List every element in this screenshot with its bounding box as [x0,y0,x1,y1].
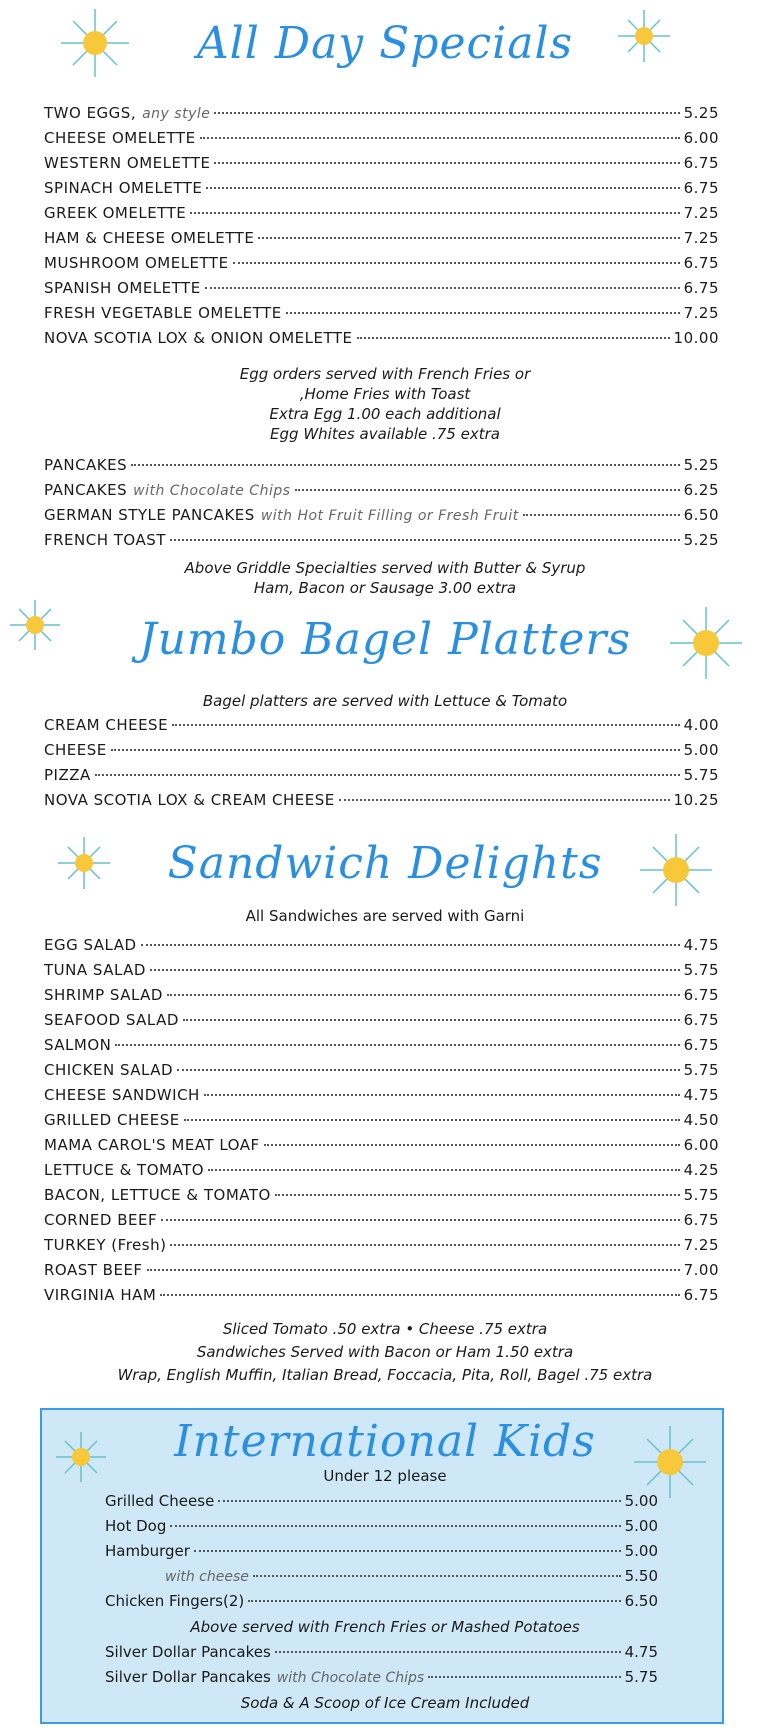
section-title-specials: All Day Specials [196,18,574,69]
menu-item: ROAST BEEF 7.00 [44,1261,719,1279]
menu-item: SPANISH OMELETTE 6.75 [44,279,719,297]
menu-item: NOVA SCOTIA LOX & CREAM CHEESE 10.25 [44,791,719,809]
menu-item: CHEESE OMELETTE 6.00 [44,129,719,147]
menu-item: LETTUCE & TOMATO 4.25 [44,1161,719,1179]
menu-item: PANCAKES 5.25 [44,456,719,474]
section-title-bagels: Jumbo Bagel Platters [138,614,632,665]
menu-item: WESTERN OMELETTE 6.75 [44,154,719,172]
menu-item: Chicken Fingers(2) 6.50 [105,1592,658,1610]
menu-item: SEAFOOD SALAD 6.75 [44,1011,719,1029]
menu-item: CHICKEN SALAD 5.75 [44,1061,719,1079]
kids-subtitle: Under 12 please [323,1467,447,1485]
menu-item: CHEESE 5.00 [44,741,719,759]
menu-item: EGG SALAD 4.75 [44,936,719,954]
menu-item: VIRGINIA HAM 6.75 [44,1286,719,1304]
menu-item: TUNA SALAD 5.75 [44,961,719,979]
menu-item: Hot Dog 5.00 [105,1517,658,1535]
menu-item: GRILLED CHEESE 4.50 [44,1111,719,1129]
sandwich-subtitle: All Sandwiches are served with Garni [245,907,525,925]
sandwich-notes: Sliced Tomato .50 extra • Cheese .75 extra Sandwiches Served with Bacon or Ham 1.50 extra Wrap, English Muffin, Italian Bread, Foccacia, Pita, Roll, Bagel .75 extra [117,1320,653,1384]
menu-item: CREAM CHEESE 4.00 [44,716,719,734]
egg-note: Egg orders served with French Fries or ,Home Fries with Toast Extra Egg 1.00 each additional Egg Whites available .75 extra [239,365,531,443]
menu-item: FRENCH TOAST 5.25 [44,531,719,549]
menu-item: FRESH VEGETABLE OMELETTE 7.25 [44,304,719,322]
menu-item: with cheese 5.50 [165,1567,658,1585]
menu-item: GREEK OMELETTE 7.25 [44,204,719,222]
menu-item: SALMON 6.75 [44,1036,719,1054]
menu-item: PIZZA 5.75 [44,766,719,784]
menu-item: Grilled Cheese 5.00 [105,1492,658,1510]
menu-item: GERMAN STYLE PANCAKES with Hot Fruit Filling or Fresh Fruit 6.50 [44,506,719,524]
griddle-note: Above Griddle Specialties served with Butter & Syrup Ham, Bacon or Sausage 3.00 extra [184,559,586,597]
menu-item: CORNED BEEF 6.75 [44,1211,719,1229]
section-title-kids: International Kids [174,1416,596,1467]
bagel-subtitle: Bagel platters are served with Lettuce & Tomato [202,692,568,710]
kids-fries-note: Above served with French Fries or Mashed Potatoes [190,1618,580,1636]
menu-item: SHRIMP SALAD 6.75 [44,986,719,1004]
menu-item: TURKEY (Fresh) 7.25 [44,1236,719,1254]
menu-item: SPINACH OMELETTE 6.75 [44,179,719,197]
section-title-sandwiches: Sandwich Delights [167,838,603,889]
menu-item: Silver Dollar Pancakes 4.75 [105,1643,658,1661]
menu-item: PANCAKES with Chocolate Chips 6.25 [44,481,719,499]
menu-item: Hamburger 5.00 [105,1542,658,1560]
menu-item: BACON, LETTUCE & TOMATO 5.75 [44,1186,719,1204]
menu-item: MUSHROOM OMELETTE 6.75 [44,254,719,272]
menu-item: TWO EGGS, any style 5.25 [44,104,719,122]
menu-item: Silver Dollar Pancakes with Chocolate Chips 5.75 [105,1668,658,1686]
menu-item: MAMA CAROL'S MEAT LOAF 6.00 [44,1136,719,1154]
menu-item: CHEESE SANDWICH 4.75 [44,1086,719,1104]
menu-item: HAM & CHEESE OMELETTE 7.25 [44,229,719,247]
menu-item: NOVA SCOTIA LOX & ONION OMELETTE 10.00 [44,329,719,347]
kids-footer: Soda & A Scoop of Ice Cream Included [240,1694,530,1712]
